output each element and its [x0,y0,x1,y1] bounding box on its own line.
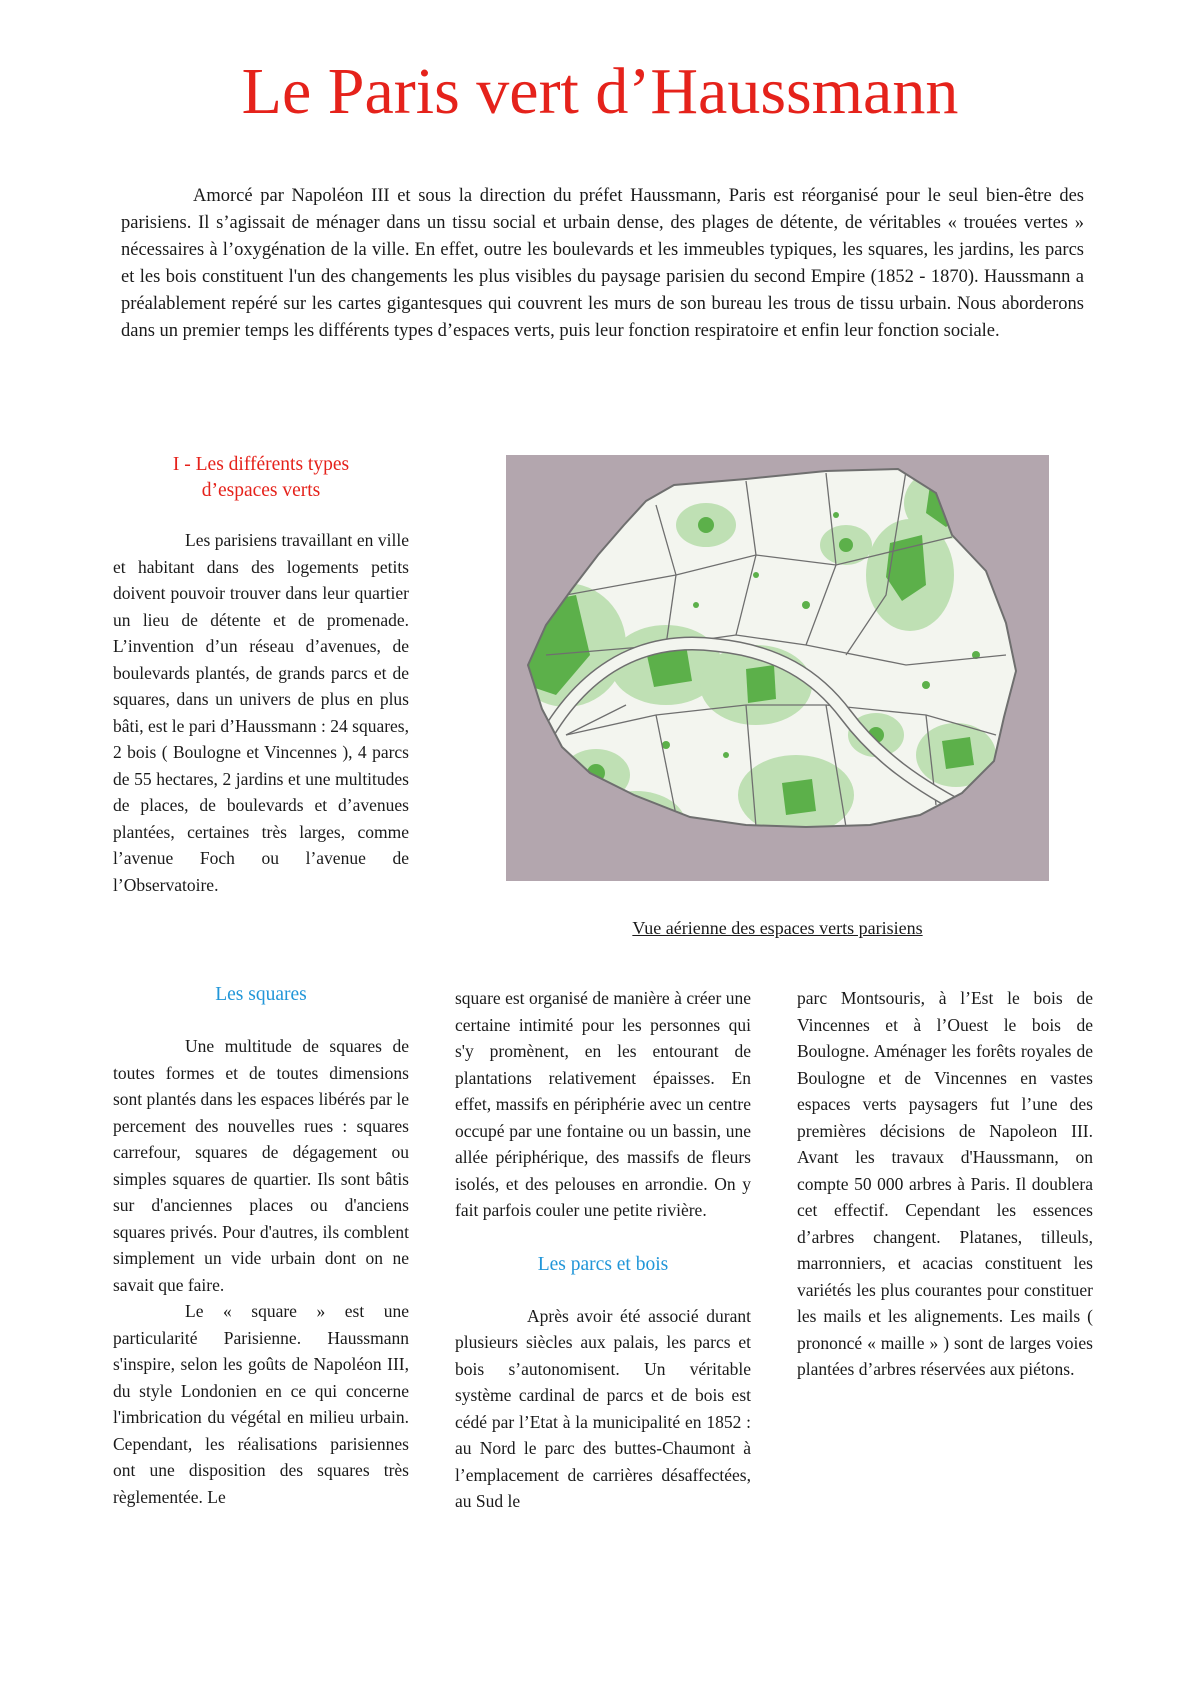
figure-caption: Vue aérienne des espaces verts parisiens [632,918,923,938]
column2-block [455,985,751,1515]
squares-paragraph-2-continued: square est organisé de manière à créer une certaine intimité pour les personnes qui s'y promènent, en les entourant de plantations relativement épaisses. En effet, massifs en périphérie avec un centre occupé par une fontaine ou un bassin, une allée périphérique, des massifs de fleurs isolés, et des pelouses en arrondie. On y fait parfois couler une petite rivière. [455,988,751,1220]
park-area [839,538,853,552]
section1-block [113,452,409,898]
parcs-paragraph-continued: parc Montsouris, à l’Est le bois de Vincennes et à l’Ouest le bois de Boulogne. Aménager les forêts royales de Boulogne et de Vincennes en vastes espaces verts paysagers fut l’une des premières décisions de Napoleon III. Avant les travaux d'Haussmann, on compte 50 000 arbres à Paris. Il doublera cet effectif. Cependant les essences d’arbres changent. Platanes, tilleuls, marronniers, et acacias constituent les variétés les plus courantes pour constituer les mails et les alignements. Les mails ( prononcé « maille » ) sont de larges voies plantées d’arbres réservées aux piétons. [797,988,1093,1379]
squares-heading: Les squares [215,984,307,1005]
squares-paragraph-1: Une multitude de squares de toutes formes et de toutes dimensions sont plantés dans les espaces libérés par le percement des nouvelles rues : squares carrefour, squares de dégagement ou simples squares de quartier. Ils sont bâtis sur d'anciennes places ou d'anciens squares privés. Pour d'autres, ils comblent simplement un vide urbain dont on ne savait que faire. [113,1036,409,1295]
paris-green-map [506,455,1049,881]
parcs-paragraph: Après avoir été associé durant plusieurs siècles aux palais, les parcs et bois s’autonomisent. Un véritable système cardinal de parcs et de bois est cédé par l’Etat à la municipalité en 1852 : au Nord le parc des buttes-Chaumont à l’emplacement de carrières désaffectées, au Sud le [455,1305,751,1511]
park-area [922,681,930,689]
park-area [782,779,816,815]
park-area [942,737,974,769]
paris-map-illustration [506,455,1049,881]
park-area [746,665,776,703]
park-area [753,572,759,578]
page-title: Le Paris vert d’Haussmann [241,55,959,128]
squares-block [113,982,409,1510]
park-area [833,512,839,518]
section1-heading-line2: d’espaces verts [201,480,321,501]
section1-paragraph: Les parisiens travaillant en ville et habitant dans des logements petits doivent pouvoir trouver dans leur quartier un lieu de détente et de promenade. L’invention d’un réseau d’avenues, de boulevards plantés, de grands parcs et de squares, dans un univers de plus en plus bâti, est le pari d’Haussmann : 24 squares, 2 bois ( Boulogne et Vincennes ), 4 parcs de 55 hectares, 2 jardins et une multitudes de places, de boulevards et d’avenues plantées, certaines très larges, comme l’avenue Foch ou l’avenue de l’Observatoire. [113,530,409,895]
park-area [698,517,714,533]
section1-heading-line1: I - Les différents types [172,454,350,475]
park-area [723,752,729,758]
park-area [693,602,699,608]
parcs-heading: Les parcs et bois [537,1253,669,1275]
squares-paragraph-2: Le « square » est une particularité Parisienne. Haussmann s'inspire, selon les goûts de Napoléon III, du style Londonien en ce qui concerne l'imbrication du végétal en milieu urbain. Cependant, les réalisations parisiennes ont une disposition des squares très règlementée. Le [113,1301,409,1507]
intro-paragraph: Amorcé par Napoléon III et sous la direction du préfet Haussmann, Paris est réorganisé pour le seul bien-être des parisiens. Il s’agissait de ménager dans un tissu social et urbain dense, des plages de détente, de véritables « trouées vertes » nécessaires à l’oxygénation de la ville. En effet, outre les boulevards et les immeubles typiques, les squares, les jardins, les parcs et les bois constituent l'un des changements les plus visibles du paysage parisien du second Empire (1852 - 1870). Haussmann a préalablement repéré sur les cartes gigantesques qui couvrent les murs de son bureau les trous de tissu urbain. Nous aborderons dans un premier temps les différents types d’espaces verts, puis leur fonction respiratoire et enfin leur fonction sociale. [121,186,1084,341]
park-area [802,601,810,609]
column3-block [797,985,1093,1383]
